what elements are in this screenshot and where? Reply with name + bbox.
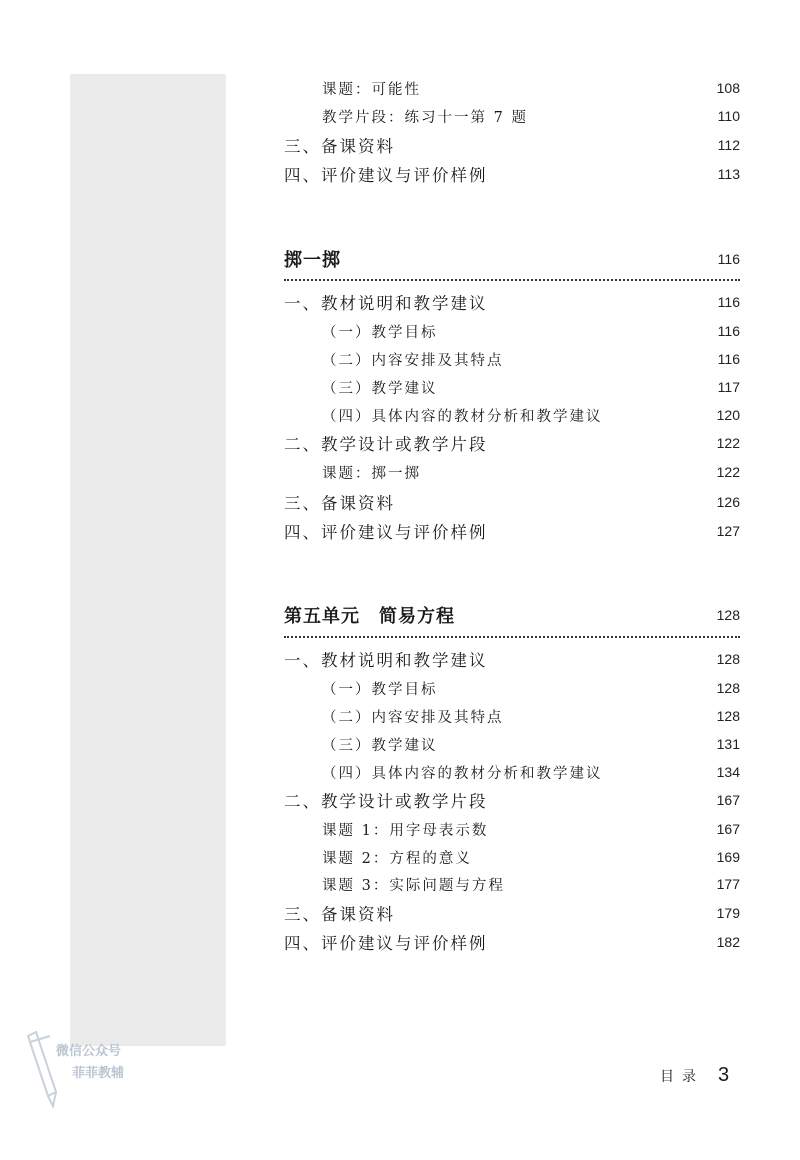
section-heading-page: 128 bbox=[716, 607, 740, 623]
toc-entry-title: 三、备课资料 bbox=[284, 494, 395, 513]
toc-entry-title: （四）具体内容的教材分析和教学建议 bbox=[322, 765, 603, 782]
toc-entry-title: 课题 3：实际问题与方程 bbox=[322, 877, 505, 894]
toc-entry-title: （二）内容安排及其特点 bbox=[322, 709, 504, 726]
toc-entry-page: 117 bbox=[717, 379, 740, 395]
toc-entry[interactable] bbox=[284, 160, 740, 188]
toc-entry[interactable] bbox=[284, 517, 740, 545]
toc-entry[interactable] bbox=[284, 102, 740, 130]
toc-entry[interactable] bbox=[284, 645, 740, 673]
toc-entry-title: 二、教学设计或教学片段 bbox=[284, 435, 488, 454]
toc-entry-page: 112 bbox=[717, 137, 740, 153]
toc-entry[interactable] bbox=[284, 758, 740, 786]
section-heading-title: 第五单元 简易方程 bbox=[284, 606, 455, 627]
toc-entry-page: 122 bbox=[716, 435, 740, 451]
toc-entry[interactable] bbox=[284, 730, 740, 758]
toc-entry-title: 课题：可能性 bbox=[322, 81, 421, 98]
toc-entry-page: 116 bbox=[717, 323, 740, 339]
toc-entry[interactable] bbox=[284, 288, 740, 316]
toc-entry-page: 167 bbox=[716, 821, 740, 837]
watermark bbox=[22, 1022, 142, 1118]
toc-entry[interactable] bbox=[284, 702, 740, 730]
table-of-contents bbox=[284, 0, 740, 1160]
toc-entry[interactable] bbox=[284, 899, 740, 927]
toc-entry[interactable] bbox=[284, 843, 740, 871]
toc-entry[interactable] bbox=[284, 131, 740, 159]
toc-entry[interactable] bbox=[284, 317, 740, 345]
toc-entry[interactable] bbox=[284, 870, 740, 898]
toc-entry-page: 113 bbox=[717, 166, 740, 182]
toc-entry-title: （三）教学建议 bbox=[322, 380, 438, 397]
toc-entry-title: 四、评价建议与评价样例 bbox=[284, 166, 488, 185]
toc-entry-title: 三、备课资料 bbox=[284, 905, 395, 924]
toc-entry[interactable] bbox=[284, 488, 740, 516]
toc-entry-page: 167 bbox=[716, 792, 740, 808]
toc-entry-page: 131 bbox=[716, 736, 740, 752]
toc-entry-page: 116 bbox=[717, 351, 740, 367]
toc-entry-page: 108 bbox=[716, 80, 740, 96]
toc-entry-page: 182 bbox=[716, 934, 740, 950]
toc-entry[interactable] bbox=[284, 429, 740, 457]
toc-entry[interactable] bbox=[284, 674, 740, 702]
toc-entry-page: 120 bbox=[716, 407, 740, 423]
toc-entry-page: 126 bbox=[716, 494, 740, 510]
toc-entry-page: 128 bbox=[716, 651, 740, 667]
section-heading-page: 116 bbox=[717, 251, 740, 267]
toc-entry-title: 四、评价建议与评价样例 bbox=[284, 523, 488, 542]
toc-entry-page: 128 bbox=[716, 680, 740, 696]
watermark-line-2: 菲菲教辅 bbox=[72, 1065, 125, 1080]
dotted-divider bbox=[284, 279, 740, 281]
toc-entry-title: （一）教学目标 bbox=[322, 324, 438, 341]
toc-entry-page: 110 bbox=[717, 108, 740, 124]
toc-entry-title: （一）教学目标 bbox=[322, 681, 438, 698]
toc-entry-title: 四、评价建议与评价样例 bbox=[284, 934, 488, 953]
footer-label: 目录 bbox=[660, 1069, 704, 1085]
toc-entry-title: 一、教材说明和教学建议 bbox=[284, 294, 488, 313]
section-heading[interactable] bbox=[284, 245, 740, 273]
toc-entry[interactable] bbox=[284, 345, 740, 373]
toc-entry-page: 177 bbox=[716, 876, 740, 892]
toc-entry[interactable] bbox=[284, 928, 740, 956]
toc-entry-page: 116 bbox=[717, 294, 740, 310]
section-heading-title: 掷一掷 bbox=[284, 250, 341, 271]
toc-entry-title: （二）内容安排及其特点 bbox=[322, 352, 504, 369]
toc-entry[interactable] bbox=[284, 786, 740, 814]
toc-entry-page: 128 bbox=[716, 708, 740, 724]
toc-entry-title: （三）教学建议 bbox=[322, 737, 438, 754]
side-gray-strip bbox=[70, 74, 226, 1046]
toc-entry-title: 课题 1：用字母表示数 bbox=[322, 822, 489, 839]
toc-entry[interactable] bbox=[284, 373, 740, 401]
toc-entry-title: （四）具体内容的教材分析和教学建议 bbox=[322, 408, 603, 425]
page-footer bbox=[660, 1064, 729, 1087]
dotted-divider bbox=[284, 636, 740, 638]
toc-entry[interactable] bbox=[284, 74, 740, 102]
toc-entry-page: 127 bbox=[716, 523, 740, 539]
toc-entry-page: 134 bbox=[716, 764, 740, 780]
toc-entry-title: 课题：掷一掷 bbox=[322, 465, 421, 482]
toc-entry-page: 169 bbox=[716, 849, 740, 865]
watermark-line-1: 微信公众号 bbox=[56, 1043, 122, 1058]
toc-entry[interactable] bbox=[284, 458, 740, 486]
toc-entry[interactable] bbox=[284, 401, 740, 429]
page-number: 3 bbox=[718, 1064, 730, 1086]
toc-entry-title: 教学片段：练习十一第 7 题 bbox=[322, 109, 528, 126]
toc-entry-title: 二、教学设计或教学片段 bbox=[284, 792, 488, 811]
section-heading[interactable] bbox=[284, 601, 740, 629]
toc-entry-title: 三、备课资料 bbox=[284, 137, 395, 156]
toc-entry-page: 122 bbox=[716, 464, 740, 480]
toc-entry-title: 课题 2：方程的意义 bbox=[322, 850, 472, 867]
toc-entry[interactable] bbox=[284, 815, 740, 843]
toc-entry-title: 一、教材说明和教学建议 bbox=[284, 651, 488, 670]
toc-entry-page: 179 bbox=[716, 905, 740, 921]
